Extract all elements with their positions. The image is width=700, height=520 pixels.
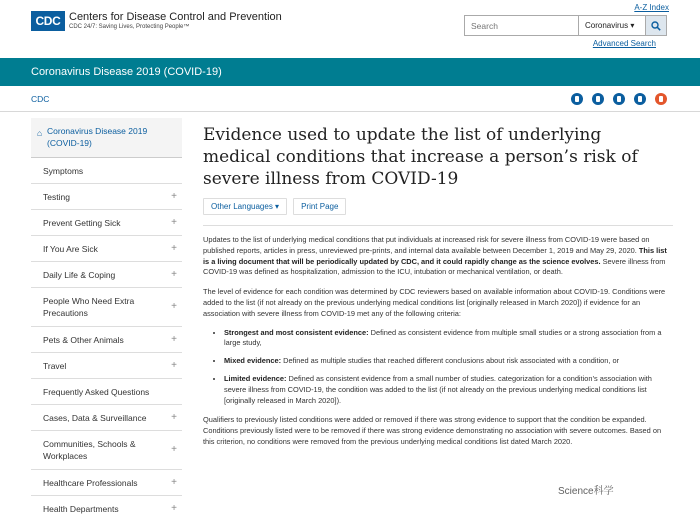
sidebar-item-label: Daily Life & Coping bbox=[43, 269, 116, 280]
topic-banner bbox=[0, 58, 700, 86]
other-languages-label: Other Languages bbox=[211, 202, 273, 211]
search-icon bbox=[651, 21, 661, 31]
sidebar-item-label: Travel bbox=[43, 360, 67, 371]
criteria-list bbox=[224, 328, 673, 407]
expand-icon[interactable]: + bbox=[171, 333, 177, 345]
search-bar bbox=[464, 15, 667, 36]
sidebar-item-label: People Who Need Extra Precautions bbox=[43, 296, 135, 318]
sidebar-item[interactable] bbox=[31, 184, 182, 210]
list-item bbox=[224, 374, 673, 406]
expand-icon[interactable]: + bbox=[171, 411, 177, 423]
expand-icon[interactable]: + bbox=[171, 476, 177, 488]
page-actions bbox=[203, 198, 673, 215]
intro-paragraph bbox=[203, 235, 673, 278]
sidebar-item-label: Healthcare Professionals bbox=[43, 477, 138, 488]
criteria-term: Limited evidence: bbox=[224, 373, 287, 383]
twitter-icon[interactable] bbox=[592, 93, 604, 105]
sidebar-item-label: Health Departments bbox=[43, 503, 119, 514]
qualifiers-paragraph: Qualifiers to previously listed conditions were added or removed if there was strong evidence to support that the condition be expanded. Conditions previously listed were to be removed if there was strong evidence demonstrating no association with severe outcomes. Based on this criterion, no conditions were removed from the previous underlying medical conditions list dated March 2020. bbox=[203, 415, 662, 446]
email-icon[interactable] bbox=[634, 93, 646, 105]
cdc-logo[interactable]: CDC bbox=[31, 11, 65, 31]
evidence-paragraph: The level of evidence for each condition was determined by CDC reviewers based on available information about COVID-19. Conditions were added to the list (if not already on the previous underlying medical conditions list [originally released in March 2020]) if evidence for an association with severe illness from COVID-19 met any of the following criteria: bbox=[203, 287, 666, 318]
sidebar-item[interactable] bbox=[31, 236, 182, 262]
criteria-term: Strongest and most consistent evidence: bbox=[224, 327, 369, 337]
breadcrumb-row bbox=[0, 86, 700, 112]
sidebar-item-label: If You Are Sick bbox=[43, 243, 98, 254]
sidebar-item-label: Pets & Other Animals bbox=[43, 334, 124, 345]
criteria-text: Defined as consistent evidence from multiple small studies or a strong association from a large study, bbox=[224, 327, 662, 348]
expand-icon[interactable]: + bbox=[171, 444, 177, 455]
search-scope-label: Coronavirus bbox=[585, 21, 629, 30]
other-languages-button[interactable]: Other Languages ▾ bbox=[203, 198, 287, 215]
search-scope-dropdown[interactable]: Coronavirus ▾ bbox=[578, 16, 645, 35]
syndicate-icon[interactable] bbox=[655, 93, 667, 105]
expand-icon[interactable]: + bbox=[171, 268, 177, 280]
expand-icon[interactable]: + bbox=[171, 216, 177, 228]
list-item bbox=[224, 356, 673, 367]
sidebar-nav bbox=[31, 118, 182, 520]
sidebar-item-label: Prevent Getting Sick bbox=[43, 217, 121, 228]
criteria-text: Defined as consistent evidence from a small number of studies. categorization for a condition’s association with severe illness from COVID-19, the condition was added to the list (if not already on the previous underlying medical conditions list [originally released in March 2020]). bbox=[224, 373, 652, 405]
topic-title[interactable]: Coronavirus Disease 2019 (COVID-19) bbox=[31, 66, 222, 78]
criteria-term: Mixed evidence: bbox=[224, 356, 282, 366]
watermark: Science科学 bbox=[558, 486, 614, 497]
sidebar-item-label: Frequently Asked Questions bbox=[43, 386, 150, 397]
intro-text-a: Updates to the list of underlying medical conditions that put individuals at increased risk for severe illness from COVID-19 were based on published reports, articles in press, unreviewed pre-prints, and internal data available between December 1, 2019 and May 29, 2020. bbox=[203, 235, 650, 255]
site-header bbox=[0, 0, 700, 58]
sidebar-home-label: Coronavirus Disease 2019 (COVID-19) bbox=[47, 126, 148, 148]
sidebar-item-label: Symptoms bbox=[43, 165, 84, 176]
print-page-button[interactable]: Print Page bbox=[293, 198, 346, 215]
sidebar-item[interactable] bbox=[31, 470, 182, 496]
social-share bbox=[571, 93, 667, 105]
list-item bbox=[224, 328, 673, 350]
sidebar-item[interactable] bbox=[31, 327, 182, 353]
facebook-icon[interactable] bbox=[571, 93, 583, 105]
expand-icon[interactable]: + bbox=[171, 190, 177, 202]
expand-icon[interactable]: + bbox=[171, 242, 177, 254]
intro-text-c: Severe illness from COVID-19 was defined as hospitalization, admission to the ICU, intubation or mechanical ventilation, or death. bbox=[203, 256, 666, 277]
search-button[interactable] bbox=[645, 16, 666, 35]
expand-icon[interactable]: + bbox=[171, 301, 177, 312]
sidebar-item[interactable] bbox=[31, 431, 182, 470]
breadcrumb[interactable]: CDC bbox=[31, 94, 50, 104]
expand-icon[interactable]: + bbox=[171, 359, 177, 371]
agency-name[interactable]: Centers for Disease Control and Prevention bbox=[69, 11, 282, 23]
sidebar-home[interactable] bbox=[31, 118, 182, 158]
criteria-text: Defined as multiple studies that reached different conclusions about risk associated with a condition, or bbox=[281, 356, 620, 366]
sidebar-item[interactable] bbox=[31, 288, 182, 327]
sidebar-item[interactable] bbox=[31, 353, 182, 379]
page-title: Evidence used to update the list of underlying medical conditions that increase a person’s risk of severe illness from COVID-19 bbox=[203, 125, 638, 189]
sidebar-item[interactable] bbox=[31, 262, 182, 288]
divider bbox=[203, 225, 673, 226]
sidebar-item-label: Communities, Schools & Workplaces bbox=[43, 439, 136, 461]
expand-icon[interactable]: + bbox=[171, 502, 177, 514]
sidebar-item[interactable] bbox=[31, 210, 182, 236]
linkedin-icon[interactable] bbox=[613, 93, 625, 105]
intro-text-b: This list is a living document that will be periodically updated by CDC, and it could rapidly change as the science evolves. bbox=[203, 245, 667, 266]
sidebar-item[interactable] bbox=[31, 379, 182, 405]
home-icon: ⌂ bbox=[37, 128, 43, 138]
sidebar-item[interactable] bbox=[31, 496, 182, 520]
sidebar-item-label: Testing bbox=[43, 191, 70, 202]
sidebar-item-label: Cases, Data & Surveillance bbox=[43, 412, 147, 423]
advanced-search-link[interactable]: Advanced Search bbox=[592, 39, 656, 48]
sidebar-item[interactable] bbox=[31, 158, 182, 184]
search-input[interactable] bbox=[465, 16, 578, 35]
az-index-link[interactable]: A-Z Index bbox=[634, 3, 669, 12]
agency-tagline: CDC 24/7: Saving Lives, Protecting People™ bbox=[69, 24, 190, 30]
main-content bbox=[203, 124, 673, 448]
sidebar-item[interactable] bbox=[31, 405, 182, 431]
